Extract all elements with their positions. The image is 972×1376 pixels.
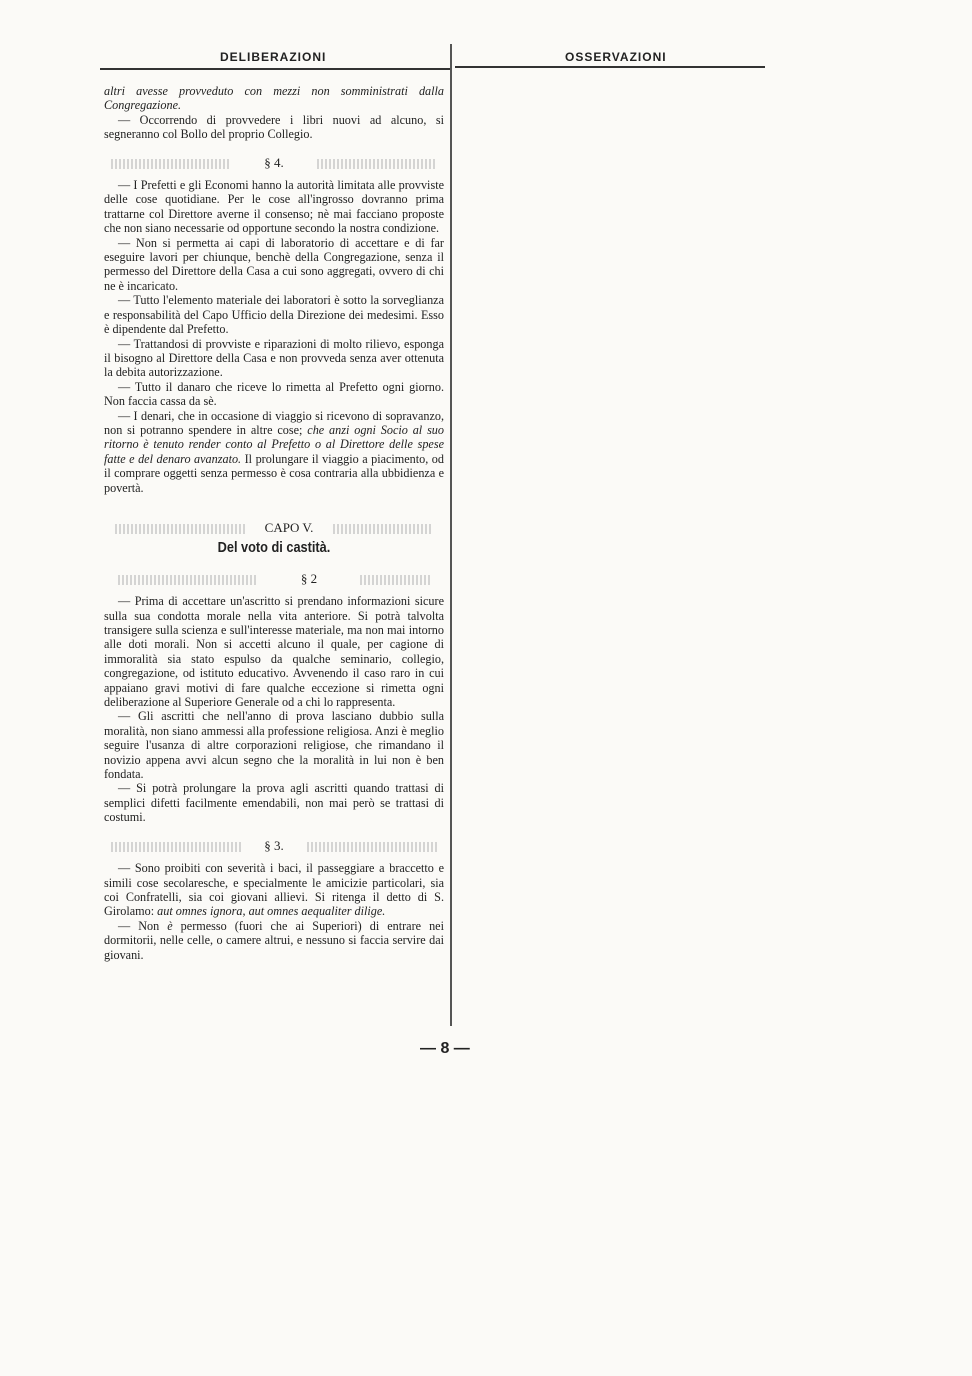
- text-span: — I denari, che in occasione di viaggio si ricevono di sopravanzo, non si potranno spendere in altre cose;: [104, 408, 444, 437]
- page-number: — 8 —: [420, 1040, 470, 1057]
- text-span: — Non: [118, 918, 168, 933]
- print-noise: [118, 575, 258, 585]
- paragraph: — Non si permetta ai capi di laboratorio di accettare e di far eseguire lavori per chiunque, benchè della Congregazione, senza il permesso del Direttore della Casa a cui sono aggregati, ovvero di chi ne è incaricato.: [104, 235, 444, 293]
- print-noise: [360, 575, 430, 585]
- print-noise: [317, 159, 437, 169]
- section-number: § 3.: [264, 837, 284, 853]
- section-heading-4: [104, 156, 444, 170]
- paragraph: [104, 84, 444, 113]
- section-number: § 2: [300, 570, 318, 586]
- print-noise: [115, 524, 245, 534]
- paragraph: [104, 861, 444, 919]
- header-rule-right: [455, 66, 765, 68]
- italic-text: che anzi ogni Socio al suo ritorno è tenuto render conto al Prefetto o al Direttore delle spese fatte e del denaro avanzato.: [104, 422, 444, 466]
- paragraph: — Tutto il danaro che riceve lo rimetta al Prefetto ogni giorno. Non faccia cassa da sè.: [104, 379, 444, 409]
- italic-text: altri avesse provveduto con mezzi non somministrati dalla Congregazione.: [104, 84, 444, 113]
- header-left-title: DELIBERAZIONI: [220, 50, 327, 64]
- chapter-label: [104, 521, 444, 535]
- column-divider: [450, 44, 452, 1026]
- paragraph: — Prima di accettare un'ascritto si prendano informazioni sicure sulla sua condotta morale nella vita anteriore. Si potrà talvolta transigere sulla scienza e sull'interesse materiale, ma non mai intorno alle doti morali. Non si accetti alcuno il quale, per cagione di immoralità sia stato espulso da qualche seminario, collegio, congregazione, od istituto educativo. Avvenendo il caso raro in cui appaiano gravi motivi di fare qualche eccezione si rimetta ogni deliberazione al Superiore Generale od a chi lo rappresenta.: [104, 594, 444, 710]
- paragraph: — Si potrà prolungare la prova agli ascritti quando trattasi di semplici difetti facilmente emendabili, non mai però se trattasi di costumi.: [104, 781, 444, 825]
- text-span: — Sono proibiti con severità i baci, il passeggiare a braccetto e simili cose secolaresche, e specialmente le amicizie particolari, sia coi Confratelli, sia coi giovani allievi. Si ritenga il detto di S. Girolamo:: [104, 861, 444, 919]
- paragraph: — I Prefetti e gli Economi hanno la autorità limitata alle provviste delle cose quotidiane. Per le cose all'ingrosso dovranno prima trattarne col Direttore averne il consenso; nè mai facciano proposte che non siano necessarie od opportune secondo la nostra condizione.: [104, 178, 444, 236]
- print-noise: [333, 524, 433, 534]
- header-right-title: OSSERVAZIONI: [565, 50, 667, 64]
- paragraph: — Trattandosi di provviste e riparazioni di molto rilievo, esponga il bisogno al Direttore della Casa e non provveda senza aver ottenuta la debita autorizzazione.: [104, 336, 444, 380]
- print-noise: [307, 842, 437, 852]
- paragraph: [104, 919, 444, 962]
- italic-text: aut omnes ignora, aut omnes aequaliter dilige.: [157, 904, 386, 919]
- deliberazioni-column: [104, 84, 444, 962]
- section-number: § 4.: [264, 154, 284, 170]
- header-rule-left: [100, 68, 450, 70]
- print-noise: [111, 159, 231, 169]
- paragraph: — Gli ascritti che nell'anno di prova lasciano dubbio sulla moralità, non siano ammessi alla professione religiosa. Anzi è meglio seguire l'usanza di altre corporazioni religiose, che rimandano il novizio appena avvi alcun segno che la moralità in lui non è ben fondata.: [104, 709, 444, 782]
- section-heading-2: [104, 572, 444, 586]
- print-noise: [111, 842, 241, 852]
- text-span: Il prolungare il viaggio a piacimento, od il comprare oggetti senza permesso è cosa contraria alla ubbidienza e povertà.: [104, 451, 444, 495]
- paragraph: — Tutto l'elemento materiale dei laboratori è sotto la sorveglianza e responsabilità del Capo Ufficio della Direzione dei medesimi. Esso è dipendente dal Prefetto.: [104, 293, 444, 337]
- section-heading-3: [104, 839, 444, 853]
- text-span: permesso (fuori che ai Superiori) di entrare nei dormitorii, nelle celle, o camere altrui, e nessuno si faccia servire dai giovani.: [104, 918, 444, 962]
- chapter-number: CAPO V.: [264, 519, 314, 535]
- chapter-title: Del voto di castità.: [217, 539, 331, 557]
- paragraph: [104, 409, 444, 495]
- italic-text: è: [167, 918, 173, 933]
- paragraph: — Occorrendo di provvedere i libri nuovi ad alcuno, si segneranno col Bollo del proprio Collegio.: [104, 112, 444, 142]
